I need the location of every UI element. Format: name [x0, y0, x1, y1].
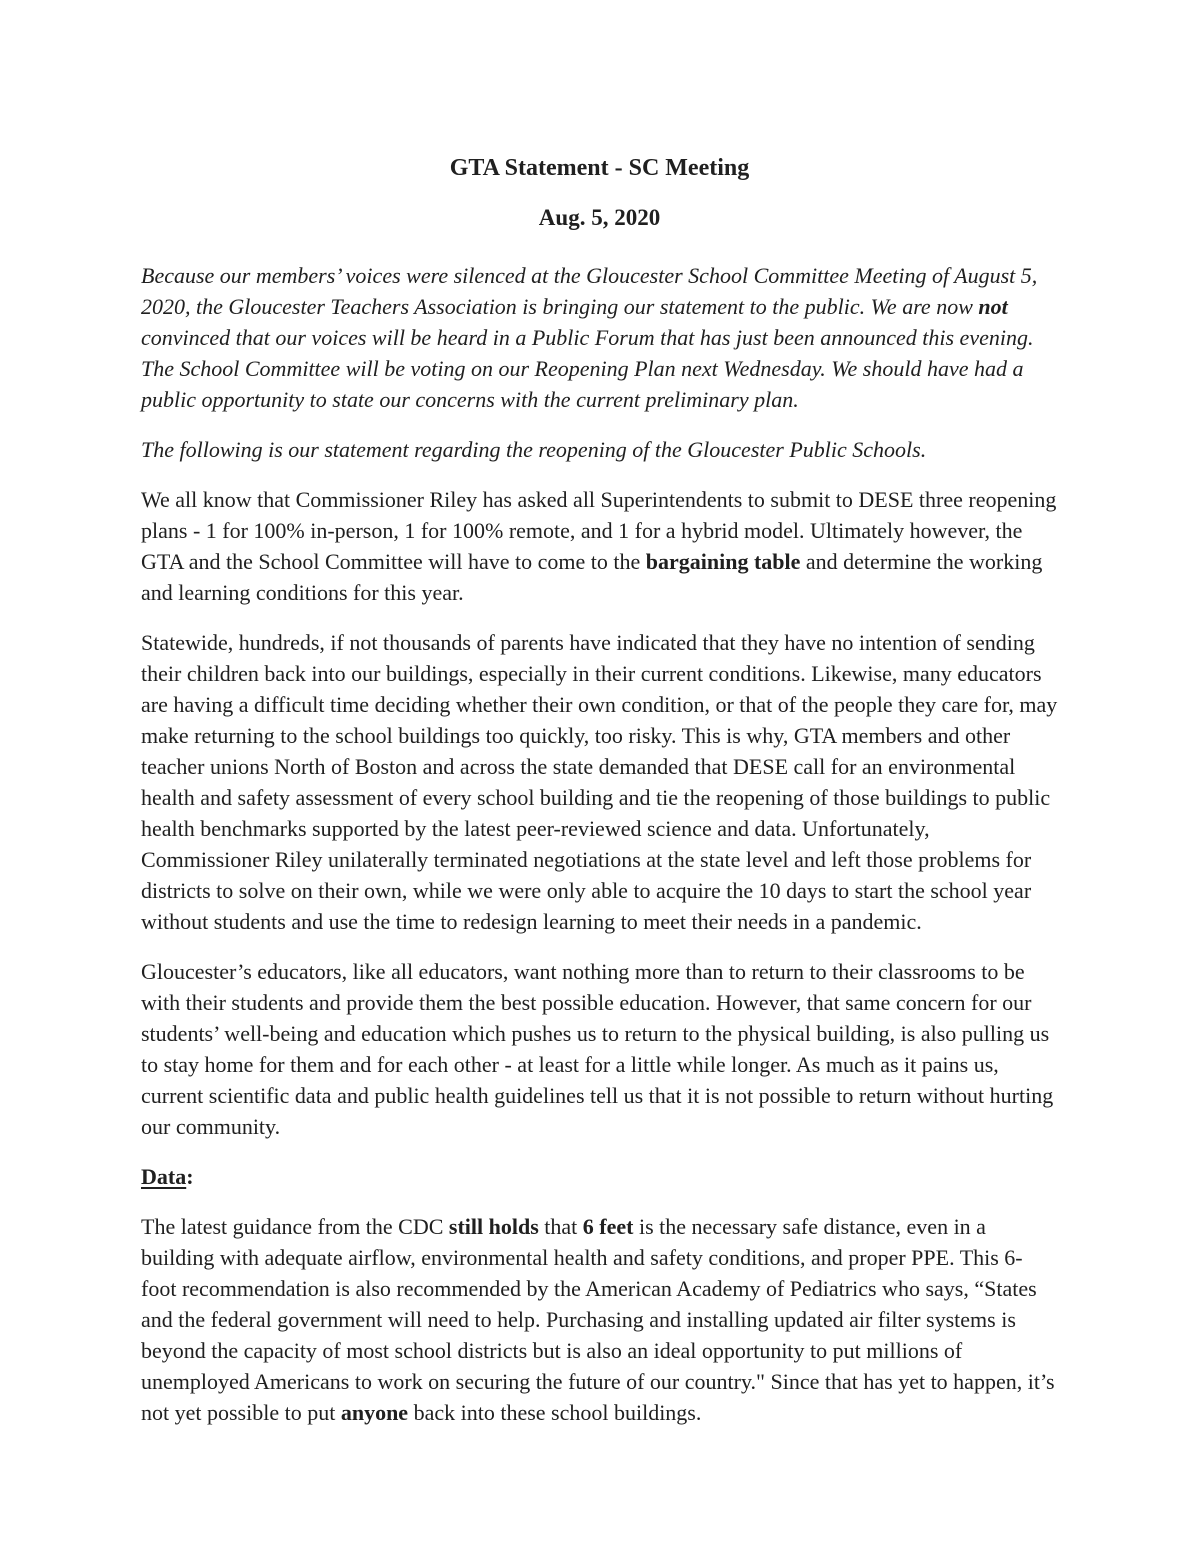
paragraph-cdc-guidance [141, 1211, 1058, 1428]
text-run: The latest guidance from the CDC [141, 1214, 449, 1239]
text-run: is the necessary safe distance, even in a building with adequate airflow, environmental health and safety conditions, and proper PPE. This 6-foot recommendation is also recommended by the American Academy of Pediatrics who says, “States and the federal government will need to help. Purchasing and installing updated air filter systems is beyond the capacity of most school districts but is also an ideal opportunity to put millions of unemployed Americans to work on securing the future of our country." Since that has yet to happen, it’s not yet possible to put [141, 1214, 1055, 1425]
text-run: The following is our statement regarding the reopening of the Gloucester Public Schools. [141, 437, 927, 462]
paragraph-educators [141, 956, 1058, 1142]
text-run-bold: not [978, 294, 1008, 319]
text-run: and determine the working and learning conditions for this year. [141, 549, 1043, 605]
text-run-bold: 6 feet [582, 1214, 634, 1239]
text-run-bold: still holds [448, 1214, 539, 1239]
document-date: Aug. 5, 2020 [538, 205, 661, 230]
paragraph-intro [141, 260, 1058, 415]
text-run: back into these school buildings. [408, 1400, 702, 1425]
paragraph-statement-lead [141, 434, 1058, 465]
text-run: We all know that Commissioner Riley has asked all Superintendents to submit to DESE three reopening plans - 1 for 100% in-person, 1 for 100% remote, and 1 for a hybrid model. Ultimately however, the GTA and the School Committee will have to come to the [141, 487, 1057, 574]
text-run-bold: anyone [340, 1400, 409, 1425]
paragraph-statewide [141, 627, 1058, 937]
text-run: that [538, 1214, 583, 1239]
text-run: Gloucester’s educators, like all educators, want nothing more than to return to their classrooms to be with their students and provide them the best possible education. However, that same concern for our students’ well-being and education which pushes us to return to the physical building, is also pulling us to stay home for them and for each other - at least for a little while longer. As much as it pains us, current scientific data and public health guidelines tell us that it is not possible to return without hurting our community. [141, 959, 1054, 1139]
paragraph-reopening-plans [141, 484, 1058, 608]
text-run: Because our members’ voices were silenced at the Gloucester School Committee Meeting of August 5, 2020, the Gloucester Teachers Association is bringing our statement to the public. We are now [141, 263, 1038, 319]
document-title: GTA Statement - SC Meeting [449, 155, 750, 181]
text-run: Statewide, hundreds, if not thousands of parents have indicated that they have no intention of sending their children back into our buildings, especially in their current conditions. Likewise, many educators are having a difficult time deciding whether their own condition, or that of the people they care for, may make returning to the school buildings too quickly, too risky. This is why, GTA members and other teacher unions North of Boston and across the state demanded that DESE call for an environmental health and safety assessment of every school building and tie the reopening of those buildings to public health benchmarks supported by the latest peer-reviewed science and data. Unfortunately, Commissioner Riley unilaterally terminated negotiations at the state level and left those problems for districts to solve on their own, while we were only able to acquire the 10 days to start the school year without students and use the time to redesign learning to meet their needs in a pandemic. [141, 630, 1058, 934]
heading-colon: : [186, 1164, 194, 1189]
heading-text: Data [141, 1164, 187, 1189]
text-run-bold: bargaining table [645, 549, 801, 574]
text-run: convinced that our voices will be heard in a Public Forum that has just been announced this evening. The School Committee will be voting on our Reopening Plan next Wednesday. We should have had a public opportunity to state our concerns with the current preliminary plan. [141, 325, 1034, 412]
section-heading-data [141, 1161, 1058, 1192]
